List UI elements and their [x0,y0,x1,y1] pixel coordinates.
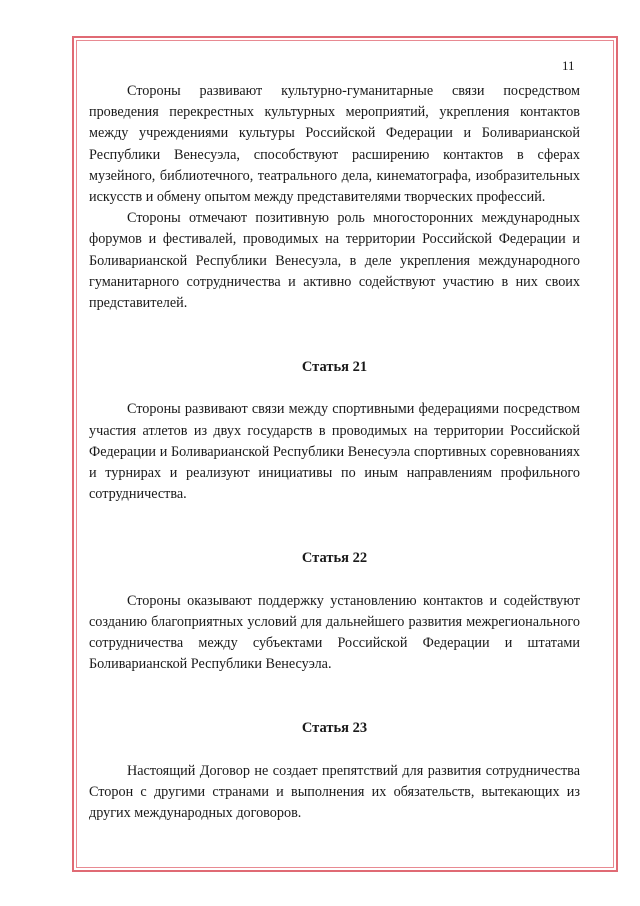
article-23-text: Настоящий Договор не создает препятствий для развития сотрудничества Сторон с другими странами и выполнения их обязательств, вытекающих из других международных договоров. [89,762,580,822]
article-23-title: Статья 23 [301,720,368,737]
document-body [89,81,580,824]
article-21-text: Стороны развивают связи между спортивными федерациями посредством участия атлетов из двух государств в проводимых на территории Российской Федерации и Боливарианской Республики Венесуэла спортивных соревнованиях и турнирах и реализуют инициативы по иным направлениям профильного сотрудничества. [89,401,580,503]
paragraph-forums: Стороны отмечают позитивную роль многосторонних международных форумов и фестивалей, проводимых на территории Российской Федерации и Боливарианской Республики Венесуэла, в деле укрепления международного гуманитарного сотрудничества и активно содействуют участию в них своих представителей. [89,210,580,312]
paragraph-culture: Стороны развивают культурно-гуманитарные связи посредством проведения перекрестных культурных мероприятий, укрепления контактов между учреждениями культуры Российской Федерации и Боливарианской Республики Венесуэла, способствуют расширению контактов в сферах музейного, библиотечного, театрального дела, кинематографа, изобразительных искусств и обмену опытом между представителями творческих профессий. [89,83,580,206]
article-22-title: Статья 22 [301,550,368,567]
article-22-text: Стороны оказывают поддержку установлению контактов и содействуют созданию благоприятных условий для дальнейшего развития межрегионального сотрудничества между субъектами Российской Федерации и штатами Боливарианской Республики Венесуэла. [89,592,580,673]
article-21-title: Статья 21 [301,359,368,376]
page-number: 11 [562,58,575,73]
